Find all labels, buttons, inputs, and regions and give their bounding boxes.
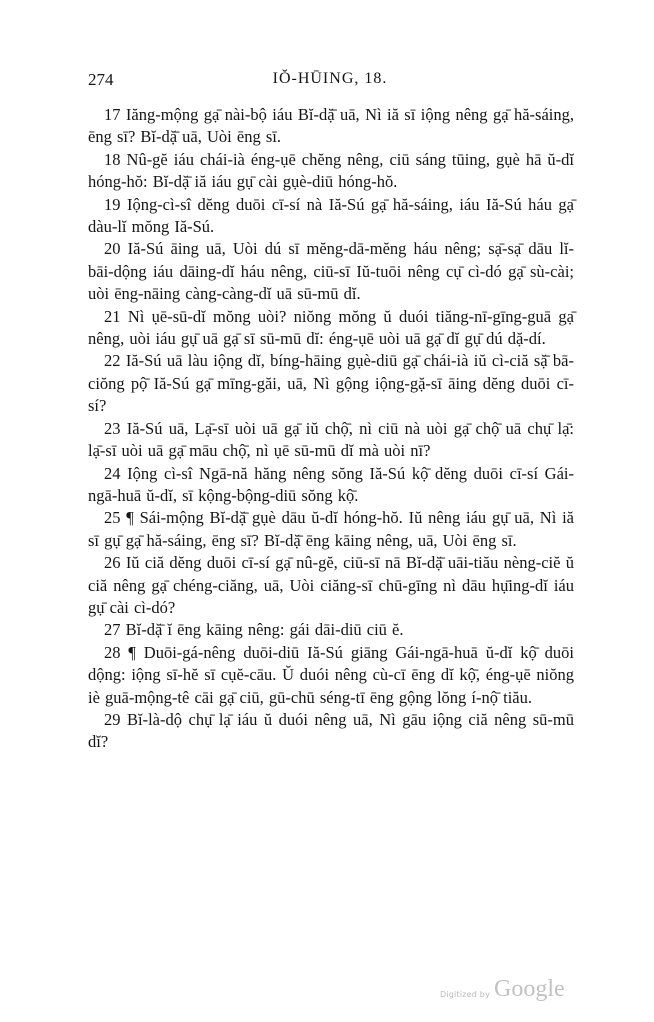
verse-27: 27 Bĭ-dặ̄ ĭ ēng kāing nêng: gái dāi-diū ciū ĕ. xyxy=(104,620,404,640)
google-digitized-watermark xyxy=(440,978,580,1006)
running-head: IŎ-HŪING, 18. xyxy=(272,70,388,87)
verse-21: 21 Nì ụē-sū-dĭ mŏng uòi? niŏng mŏng ŭ duói tiăng-nī-gīng-guā gạ̄ nêng, uòi iáu gụ̄ uā gạ̄ sī sū-mū dĭ: éng-ụē uòi uā gạ̄ dĭ gụ̄ dú dặ-dí. xyxy=(88,306,574,349)
verse-19: 19 Iộng-cì-sî dĕng duōi cī-sí nà Iă-Sú gạ̄ hă-sáing, iáu Iă-Sú háu gạ̄ dàu-lĭ mŏng Iă-Sú. xyxy=(88,194,574,237)
page-header xyxy=(88,70,572,94)
verse-29: 29 Bĭ-là-dộ chụ̄ lạ̄ iáu ŭ duói nêng uā, Nì gāu iộng ciă nêng sū-mū dĭ? xyxy=(88,709,574,752)
verse-17: 17 Iăng-mộng gạ̄ nài-bộ iáu Bĭ-dặ̄ uā, Nì iă sī iộng nêng gạ̄ hă-sáing, ēng sī? Bĭ-dặ̄ uā, Uòi ēng sī. xyxy=(88,105,574,147)
verse-25: 25 ¶ Sái-mộng Bĭ-dặ̄ gụè dāu ŭ-dĭ hóng-hŏ. Iŭ nêng iáu gụ̄ uā, Nì iă sī gụ̄ gạ̄ hă-sáing, ēng sī? Bĭ-dặ̄ ēng kāing nêng, uā, Uòi ēng sī. xyxy=(88,508,574,550)
verse-23: 23 Iă-Sú uā, Lạ̄-sī uòi uā gạ̄ iŭ chộ̄, nì ciū nà uòi gạ̄ chộ̄ uā chụ̄ lạ̄: lạ̄-sī uòi uā gạ̄ māu chộ̄, nì ụē sū-mū dĭ mà uòi nī? xyxy=(88,418,574,461)
page-number: 274 xyxy=(88,70,114,89)
digitized-by-text: Digitized by xyxy=(440,990,490,999)
google-logo: Google xyxy=(494,976,565,1002)
verse-20: 20 Iă-Sú āing uā, Uòi dú sī mĕng-dā-mĕng háu nêng; sạ̄-sạ̄ dāu lĭ-bāi-dộng iáu dāing-dĭ háu nêng, ciū-sī Iŭ-tuōi nêng cụ̄ cì-dó gạ̄ sù-cài; uòi ēng-nāing càng-càng-dĭ uā sū-mū dĭ. xyxy=(88,239,574,304)
verse-22: 22 Iă-Sú uā làu iộng dĭ, bíng-hāing gụè-diū gạ̄ chái-ià iŭ cì-ciă sặ̄ bā-ciŏng pộ̄ Iă-Sú gạ̄ mīng-găi, uā, Nì gộng iộng-gặ-sī āing dĕng duōi cī-sí? xyxy=(88,351,574,416)
verse-18: 18 Nû-gĕ iáu chái-ià éng-ụē chĕng nêng, ciū sáng tūing, gụè hā ŭ-dĭ hóng-hŏ: Bĭ-dặ̄ iă iáu gụ̄ cài gụè-diū hóng-hŏ. xyxy=(88,149,574,192)
verse-28: 28 ¶ Duōi-gá-nêng duōi-diū Iă-Sú giāng Gái-ngā-huā ŭ-dĭ kộ̄ duōi dộng: iộng sī-hĕ sī cụĕ-cāu. Ŭ duói nêng cù-cī ēng dĭ kộ̄, éng-ụē niŏng iè guā-mộng-tê cāi gạ̄ ciū, gū-chū séng-tī ēng gộng lŏng í-nộ̄ tiău. xyxy=(88,642,574,707)
verse-26: 26 Iŭ ciă dĕng duōi cī-sí gạ̄ nû-gĕ, ciū-sī nā Bĭ-dặ̄ uāi-tiău nèng-ciĕ ŭ ciă nêng gạ̄ chéng-ciăng, uā, Uòi ciăng-sī chū-gīng nì dāu hụ̄ing-dĭ iáu gụ̄ cài cì-dó? xyxy=(88,553,574,617)
verse-text-block xyxy=(88,104,574,754)
verse-24: 24 Iộng cì-sî Ngā-nă hăng nêng sŏng Iă-Sú kộ̄ dĕng duōi cī-sí Gái-ngā-huā ŭ-dĭ, sī kộng-bộng-diū sŏng kộ̄. xyxy=(88,463,574,505)
